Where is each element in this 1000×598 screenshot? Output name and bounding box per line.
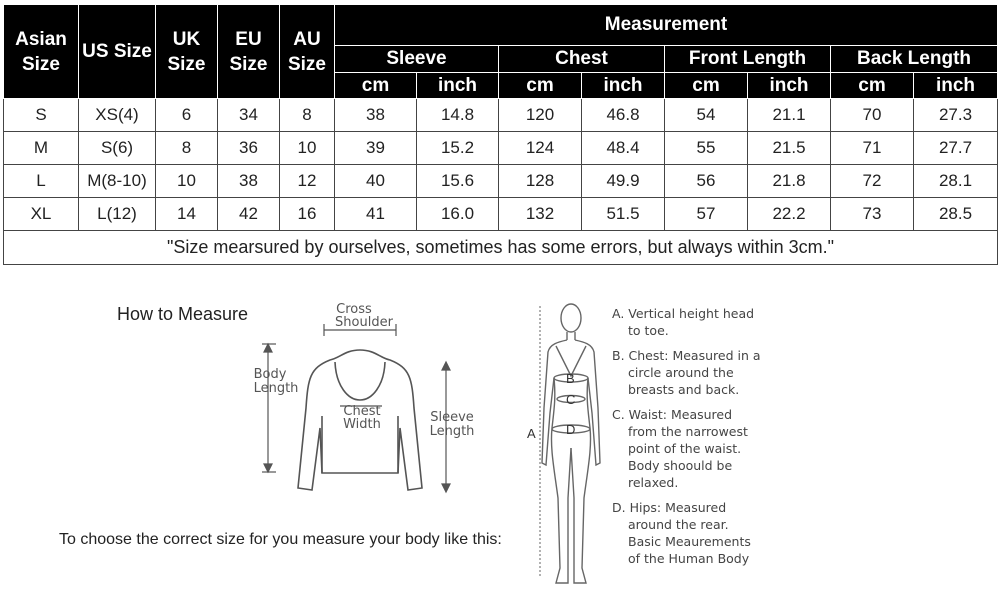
size-chart-table xyxy=(3,4,998,265)
table-cell: 15.6 xyxy=(417,165,499,198)
header-eu-size: EU Size xyxy=(218,5,280,99)
table-cell: 21.1 xyxy=(748,99,831,132)
note-b: B. Chest: Measured in a circle around the breasts and back. xyxy=(612,348,761,397)
table-cell: 15.2 xyxy=(417,132,499,165)
note-item xyxy=(612,406,792,491)
header-measurement: Measurement xyxy=(335,5,998,46)
letter-b: B xyxy=(566,371,575,386)
table-cell: 16 xyxy=(280,198,335,231)
table-cell: 56 xyxy=(665,165,748,198)
table-cell: 132 xyxy=(499,198,582,231)
measurement-notes xyxy=(612,305,792,575)
table-cell: 41 xyxy=(335,198,417,231)
sleeve-length-label-2: Length xyxy=(429,424,475,439)
body-length-label-2: Length xyxy=(253,381,299,396)
table-row xyxy=(4,99,998,132)
note-item xyxy=(612,347,792,398)
table-cell: 38 xyxy=(335,99,417,132)
unit-header: cm xyxy=(665,73,748,99)
table-cell: 14 xyxy=(156,198,218,231)
header-uk-size: UK Size xyxy=(156,5,218,99)
table-cell: 51.5 xyxy=(582,198,665,231)
cross-shoulder-label-2: Shoulder xyxy=(335,315,393,330)
note-d: D. Hips: Measured around the rear. Basic Meaurements of the Human Body xyxy=(612,500,751,566)
table-cell: 28.5 xyxy=(914,198,998,231)
header-sleeve: Sleeve xyxy=(335,46,499,73)
table-row xyxy=(4,165,998,198)
table-cell: M xyxy=(4,132,79,165)
table-cell: 10 xyxy=(280,132,335,165)
letter-a: A xyxy=(527,426,536,441)
table-cell: M(8-10) xyxy=(79,165,156,198)
header-us-size: US Size xyxy=(79,5,156,99)
table-cell: L(12) xyxy=(79,198,156,231)
table-cell: 16.0 xyxy=(417,198,499,231)
table-cell: 27.7 xyxy=(914,132,998,165)
unit-header: inch xyxy=(914,73,998,99)
table-cell: 8 xyxy=(280,99,335,132)
table-cell: 128 xyxy=(499,165,582,198)
table-cell: 55 xyxy=(665,132,748,165)
table-cell: 49.9 xyxy=(582,165,665,198)
table-cell: 73 xyxy=(831,198,914,231)
table-cell: 21.8 xyxy=(748,165,831,198)
table-cell: 36 xyxy=(218,132,280,165)
body-length-label-1: Body xyxy=(253,367,287,382)
table-cell: 6 xyxy=(156,99,218,132)
table-cell: 22.2 xyxy=(748,198,831,231)
table-cell: XL xyxy=(4,198,79,231)
unit-header: cm xyxy=(831,73,914,99)
chest-width-label-1: Chest xyxy=(343,404,381,419)
unit-header: inch xyxy=(748,73,831,99)
table-cell: 38 xyxy=(218,165,280,198)
header-asian-size: Asian Size xyxy=(4,5,79,99)
table-cell: 8 xyxy=(156,132,218,165)
table-cell: 34 xyxy=(218,99,280,132)
header-back-length: Back Length xyxy=(831,46,998,73)
table-cell: 42 xyxy=(218,198,280,231)
table-cell: 39 xyxy=(335,132,417,165)
choose-size-instruction: To choose the correct size for you measure your body like this: xyxy=(59,531,502,548)
letter-c: C xyxy=(566,392,576,407)
table-cell: 14.8 xyxy=(417,99,499,132)
unit-header: cm xyxy=(499,73,582,99)
table-cell: 120 xyxy=(499,99,582,132)
letter-d: D xyxy=(566,422,576,437)
table-row xyxy=(4,132,998,165)
measurement-note: "Size mearsured by ourselves, sometimes has some errors, but always within 3cm." xyxy=(4,231,998,265)
sleeve-length-label-1: Sleeve xyxy=(430,410,474,425)
body-measure-diagram xyxy=(520,298,610,593)
garment-measure-diagram xyxy=(250,298,500,498)
table-cell: XS(4) xyxy=(79,99,156,132)
note-item xyxy=(612,305,792,339)
table-cell: 40 xyxy=(335,165,417,198)
table-cell: 27.3 xyxy=(914,99,998,132)
table-cell: L xyxy=(4,165,79,198)
header-front-length: Front Length xyxy=(665,46,831,73)
table-cell: 12 xyxy=(280,165,335,198)
table-cell: 46.8 xyxy=(582,99,665,132)
chest-width-label-2: Width xyxy=(343,417,381,432)
unit-header: cm xyxy=(335,73,417,99)
table-cell: 70 xyxy=(831,99,914,132)
note-c: C. Waist: Measured from the narrowest point of the waist. Body shoould be relaxed. xyxy=(612,407,748,490)
table-cell: 72 xyxy=(831,165,914,198)
header-au-size: AU Size xyxy=(280,5,335,99)
table-cell: 28.1 xyxy=(914,165,998,198)
note-item xyxy=(612,499,792,567)
unit-header: inch xyxy=(417,73,499,99)
table-cell: 57 xyxy=(665,198,748,231)
table-cell: 54 xyxy=(665,99,748,132)
how-to-measure-title: How to Measure xyxy=(117,304,249,324)
table-cell: 21.5 xyxy=(748,132,831,165)
table-cell: 71 xyxy=(831,132,914,165)
cross-shoulder-label-1: Cross xyxy=(336,302,372,317)
header-chest: Chest xyxy=(499,46,665,73)
table-cell: S xyxy=(4,99,79,132)
table-cell: 124 xyxy=(499,132,582,165)
table-cell: S(6) xyxy=(79,132,156,165)
unit-header: inch xyxy=(582,73,665,99)
table-cell: 10 xyxy=(156,165,218,198)
note-a: A. Vertical height head to toe. xyxy=(612,306,755,338)
table-row xyxy=(4,198,998,231)
table-cell: 48.4 xyxy=(582,132,665,165)
